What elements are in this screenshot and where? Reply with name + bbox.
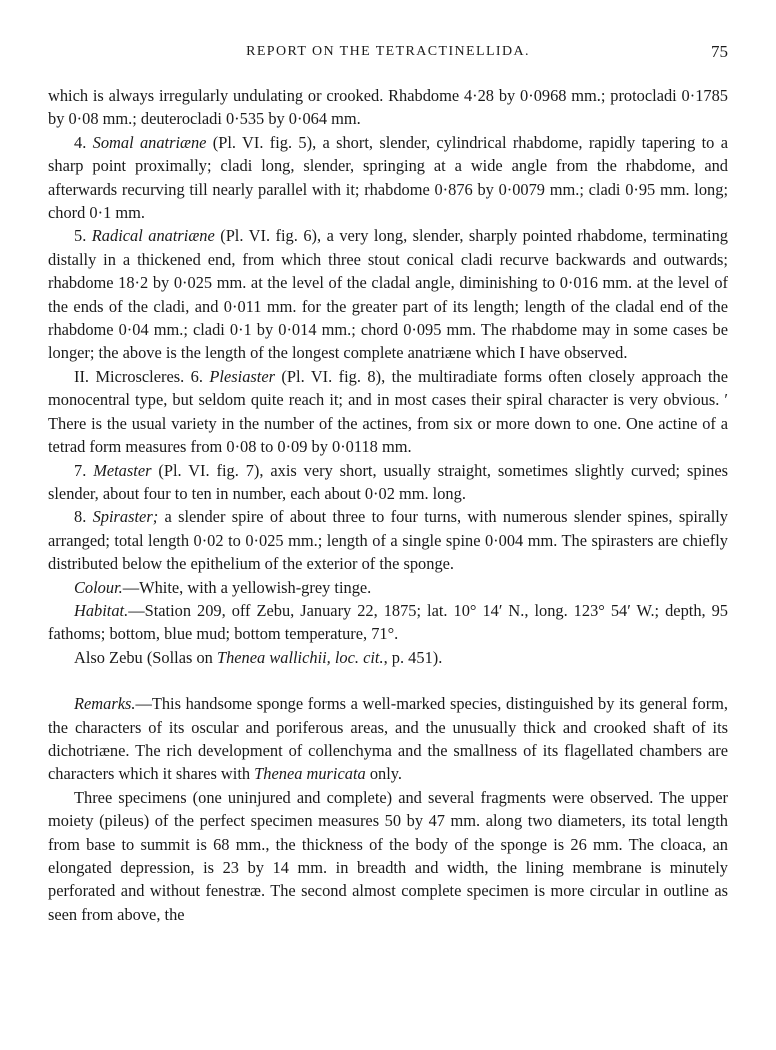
paragraph-specimens: Three specimens (one uninjured and complete) and several fragments were observed. The upper moiety (pileus) of the perfect specimen measures 50 by 47 mm. along two diameters, its total length from base to summit is 68 mm., the thickness of the body of the sponge is 26 mm. The cloaca, an elongated depression, is 23 by 14 mm. in breadth and width, the lining membrane is minutely perforated and without fenestræ. The second almost complete specimen is more circular in outline as seen from above, the [48, 787, 728, 924]
field-label: Colour. [74, 577, 123, 597]
field-label: Remarks. [74, 694, 136, 714]
paragraph-text: (Pl. VI. fig. 6), a very long, slender, sharply pointed rhabdome, terminating distally in a thickened end, from which three stout conical cladi recurve backwards and outwards; rhabdome 18·2 by 0·025 mm. at the level of the cladal angle, diminishing to 0·016 mm. at the level of the ends of the cladi, and 0·011 mm. for the greater part of its length; length of the cladal end of the rhabdome 0·04 mm.; cladi 0·1 by 0·014 mm.; chord 0·095 mm. The rhabdome may in some cases be longer; the above is the length of the longest complete anatriæne which I have observed. [48, 226, 728, 363]
item-number: 7. [74, 460, 87, 480]
spicule-term: Radical anatriæne [91, 226, 215, 246]
species-citation: Thenea wallichii, loc. cit. [216, 647, 384, 667]
paragraph-text: —Station 209, off Zebu, January 22, 1875; lat. 10° 14′ N., long. 123° 54′ W.; depth, 95 fathoms; bottom, blue mud; bottom temperature, 71°. [48, 600, 728, 644]
paragraph-text: (Pl. VI. fig. 7), axis very short, usually straight, sometimes slightly curved; spines slender, about four to ten in number, each about 0·02 mm. long. [48, 460, 728, 503]
paragraph-text: only. [365, 764, 402, 784]
spicule-term: Metaster [93, 460, 152, 480]
page-number: 75 [711, 42, 728, 61]
paragraph-text: (Pl. VI. fig. 5), a short, slender, cylindrical rhabdome, rapidly tapering to a sharp point proximally; cladi long, slender, springing at a wide angle from the rhabdome, and afterwards recurving till nearly parallel with it; rhabdome 0·876 by 0·0079 mm.; cladi 0·95 mm. long; chord 0·1 mm. [48, 132, 728, 223]
paragraph-spiraster [48, 505, 728, 575]
body-text [48, 84, 728, 926]
paragraph-radical-anatriaene [48, 224, 728, 364]
paragraph-metaster [48, 459, 728, 506]
paragraph-text: —This handsome sponge forms a well-marked species, distinguished by its general form, the characters of its oscular and poriferous areas, and the unusually thick and crooked shaft of its dichotriæne. The rich development of collenchyma and the smallness of its flagellated chambers are characters which it shares with [48, 694, 728, 784]
paragraph-text: a slender spire of about three to four turns, with numerous slender spines, spirally arranged; total length 0·02 to 0·025 mm.; length of a single spine 0·004 mm. The spirasters are chiefly distributed below the epithelium of the exterior of the sponge. [48, 507, 728, 574]
paragraph-text: (Pl. VI. fig. 8), the multiradiate forms often closely approach the monocentral type, but seldom quite reach it; and in most cases their spiral character is very obvious. ʹ There is the usual variety in the number of the actines, from six or more down to one. One actine of a tetrad form measures from 0·08 to 0·09 by 0·0118 mm. [48, 366, 728, 457]
species-name: Thenea muricata [254, 764, 366, 784]
spicule-term: Plesiaster [209, 366, 275, 386]
section-gap [48, 669, 728, 692]
paragraph-also-zebu [48, 646, 728, 669]
paragraph-remarks [48, 692, 728, 786]
paragraph-text: , p. 451). [383, 647, 443, 667]
paragraph-text: —White, with a yellowish-grey tinge. [122, 577, 372, 597]
paragraph-habitat [48, 599, 728, 646]
paragraph-colour [48, 576, 728, 599]
paragraph-plesiaster [48, 365, 728, 459]
section-lead: II. Microscleres. 6. [74, 366, 203, 386]
field-label: Habitat. [74, 600, 129, 620]
paragraph-dichotriaene-measurements: which is always irregularly undulating or crooked. Rhabdome 4·28 by 0·0968 mm.; protocladi 0·1785 by 0·08 mm.; deuterocladi 0·535 by 0·064 mm. [48, 86, 728, 129]
item-number: 4. [74, 132, 87, 152]
paragraph-text: Also Zebu (Sollas on [74, 647, 217, 667]
paragraph-somal-anatriaene [48, 131, 728, 225]
item-number: 8. [74, 507, 87, 527]
spicule-term: Somal anatriæne [92, 132, 207, 152]
spicule-term: Spiraster; [92, 507, 159, 527]
running-title: REPORT ON THE TETRACTINELLIDA. [246, 44, 530, 59]
item-number: 5. [74, 226, 87, 246]
